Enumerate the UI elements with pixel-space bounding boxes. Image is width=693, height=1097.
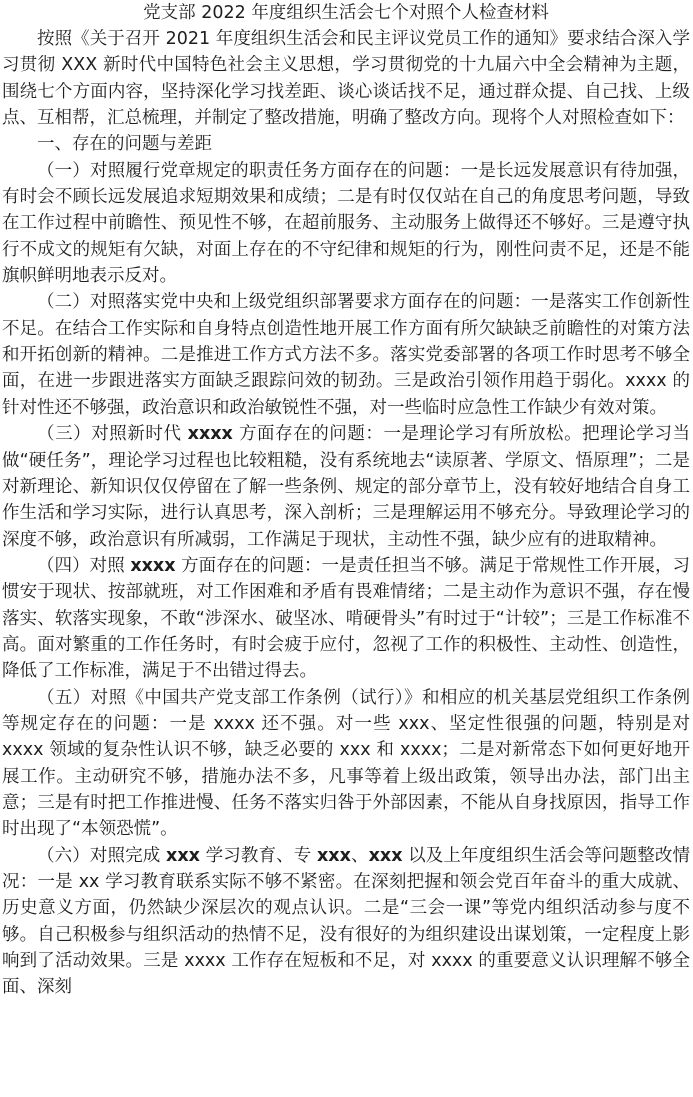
item-6-bold-text-2: xxx	[317, 845, 351, 866]
item-6-bold-text-3: xxx	[368, 845, 403, 866]
item-5-paragraph: （五）对照《中国共产党支部工作条例（试行）》和相应的机关基层党组织工作条例等规定存在的问题：一是 xxxx 还不强。对一些 xxx、坚定性很强的问题，特别是对 xxxx 领域的复杂性认识不够，缺乏必要的 xxx 和 xxxx；二是对新常态下如何更好地开展工作。主动研究不够，措施办法不多，凡事等着上级出政策，领导出办法，部门出主意；三是有时把工作推进慢、任务不落实归咎于外部因素，不能从自身找原因，指导工作时出现了“本领恐慌”。	[2, 687, 690, 840]
item-3-text-rest: 方面存在的问题：一是理论学习有所放松。把理论学习当做“硬任务”，理论学习过程也比较粗糙，没有系统地去“读原著、学原文、悟原理”；二是对新理论、新知识仅仅停留在了解一些条例、规定的部分章节上，没有较好地结合自身工作生活和学习实际，进行认真思考，深入剖析；三是理解运用不够充分。导致理论学习的深度不够，政治意识有所减弱，工作满足于现状，主动性不强，缺少应有的进取精神。	[2, 424, 691, 550]
item-6-text-rest: 以及上年度组织生活会等问题整改情况：一是 xx 学习教育联系实际不够不紧密。在深刻把握和领会党百年奋斗的重大成就、历史意义方面，仍然缺少深层次的观点认识。二是“三会一课”等党内组织活动参与度不够。自己积极参与组织活动的热情不足，没有很好的为组织建设出谋划策，一定程度上影响到了活动效果。三是 xxxx 工作存在短板和不足，对 xxxx 的重要意义认识理解不够全面、深刻	[2, 845, 690, 998]
item-6-text-mid-1: 学习教育、专	[199, 845, 317, 866]
intro-paragraph: 按照《关于召开 2021 年度组织生活会和民主评议党员工作的通知》要求结合深入学习贯彻 XXX 新时代中国特色社会主义思想，学习贯彻党的十九届六中全会精神为主题，围绕七个方面内容，坚持深化学习找差距、谈心谈话找不足，通过群众提、自己找、上级点、互相帮，汇总梳理，并制定了整改措施，明确了整改方向。现将个人对照检查如下：	[2, 29, 690, 129]
section-heading-problems: 一、存在的问题与差距	[37, 134, 212, 155]
item-4-text-rest: 方面存在的问题：一是责任担当不够。满足于常规性工作开展，习惯安于现状、按部就班，对工作困难和矛盾有畏难情绪；二是主动作为意识不强，存在慢落实、软落实现象，不敢“涉深水、破坚冰、啃硬骨头”有时过于“计较”；三是工作标准不高。面对繁重的工作任务时，有时会疲于应付，忽视了工作的积极性、主动性、创造性，降低了工作标准，满足于不出错过得去。	[2, 555, 691, 682]
document-title: 党支部 2022 年度组织生活会七个对照个人检查材料	[143, 3, 549, 23]
item-1-paragraph: （一）对照履行党章规定的职责任务方面存在的问题：一是长远发展意识有待加强，有时会不顾长远发展追求短期效果和成绩；二是有时仅仅站在自己的角度思考问题，导致在工作过程中前瞻性、预见性不够，在超前服务、主动服务上做得还不够好。三是遵守执行不成文的规矩有欠缺，对面上存在的不守纪律和规矩的行为，刚性问责不足，还是不能旗帜鲜明地表示反对。	[2, 160, 690, 287]
item-4-paragraph	[2, 553, 690, 685]
item-3-paragraph	[2, 421, 690, 553]
item-3-text-start: （三）对照新时代	[37, 424, 188, 445]
item-4-text-start: （四）对照	[37, 555, 131, 576]
item-4-bold-text: xxxx	[130, 555, 176, 576]
item-3-bold-text: xxxx	[187, 424, 233, 445]
item-6-text-start: （六）对照完成	[37, 845, 167, 866]
item-6-bold-text-1: xxx	[166, 845, 200, 866]
item-2-paragraph: （二）对照落实党中央和上级党组织部署要求方面存在的问题：一是落实工作创新性不足。在结合工作实际和自身特点创造性地开展工作方面有所欠缺缺乏前瞻性的对策方法和开拓创新的精神。二是推进工作方式方法不多。落实党委部署的各项工作时思考不够全面，在进一步跟进落实方面缺乏跟踪问效的韧劲。三是政治引领作用趋于弱化。xxxx 的针对性还不够强，政治意识和政治敏锐性不强，对一些临时应急性工作缺少有效对策。	[2, 292, 690, 418]
item-6-text-mid-2: 、	[350, 845, 369, 866]
item-6-paragraph	[2, 843, 690, 1001]
